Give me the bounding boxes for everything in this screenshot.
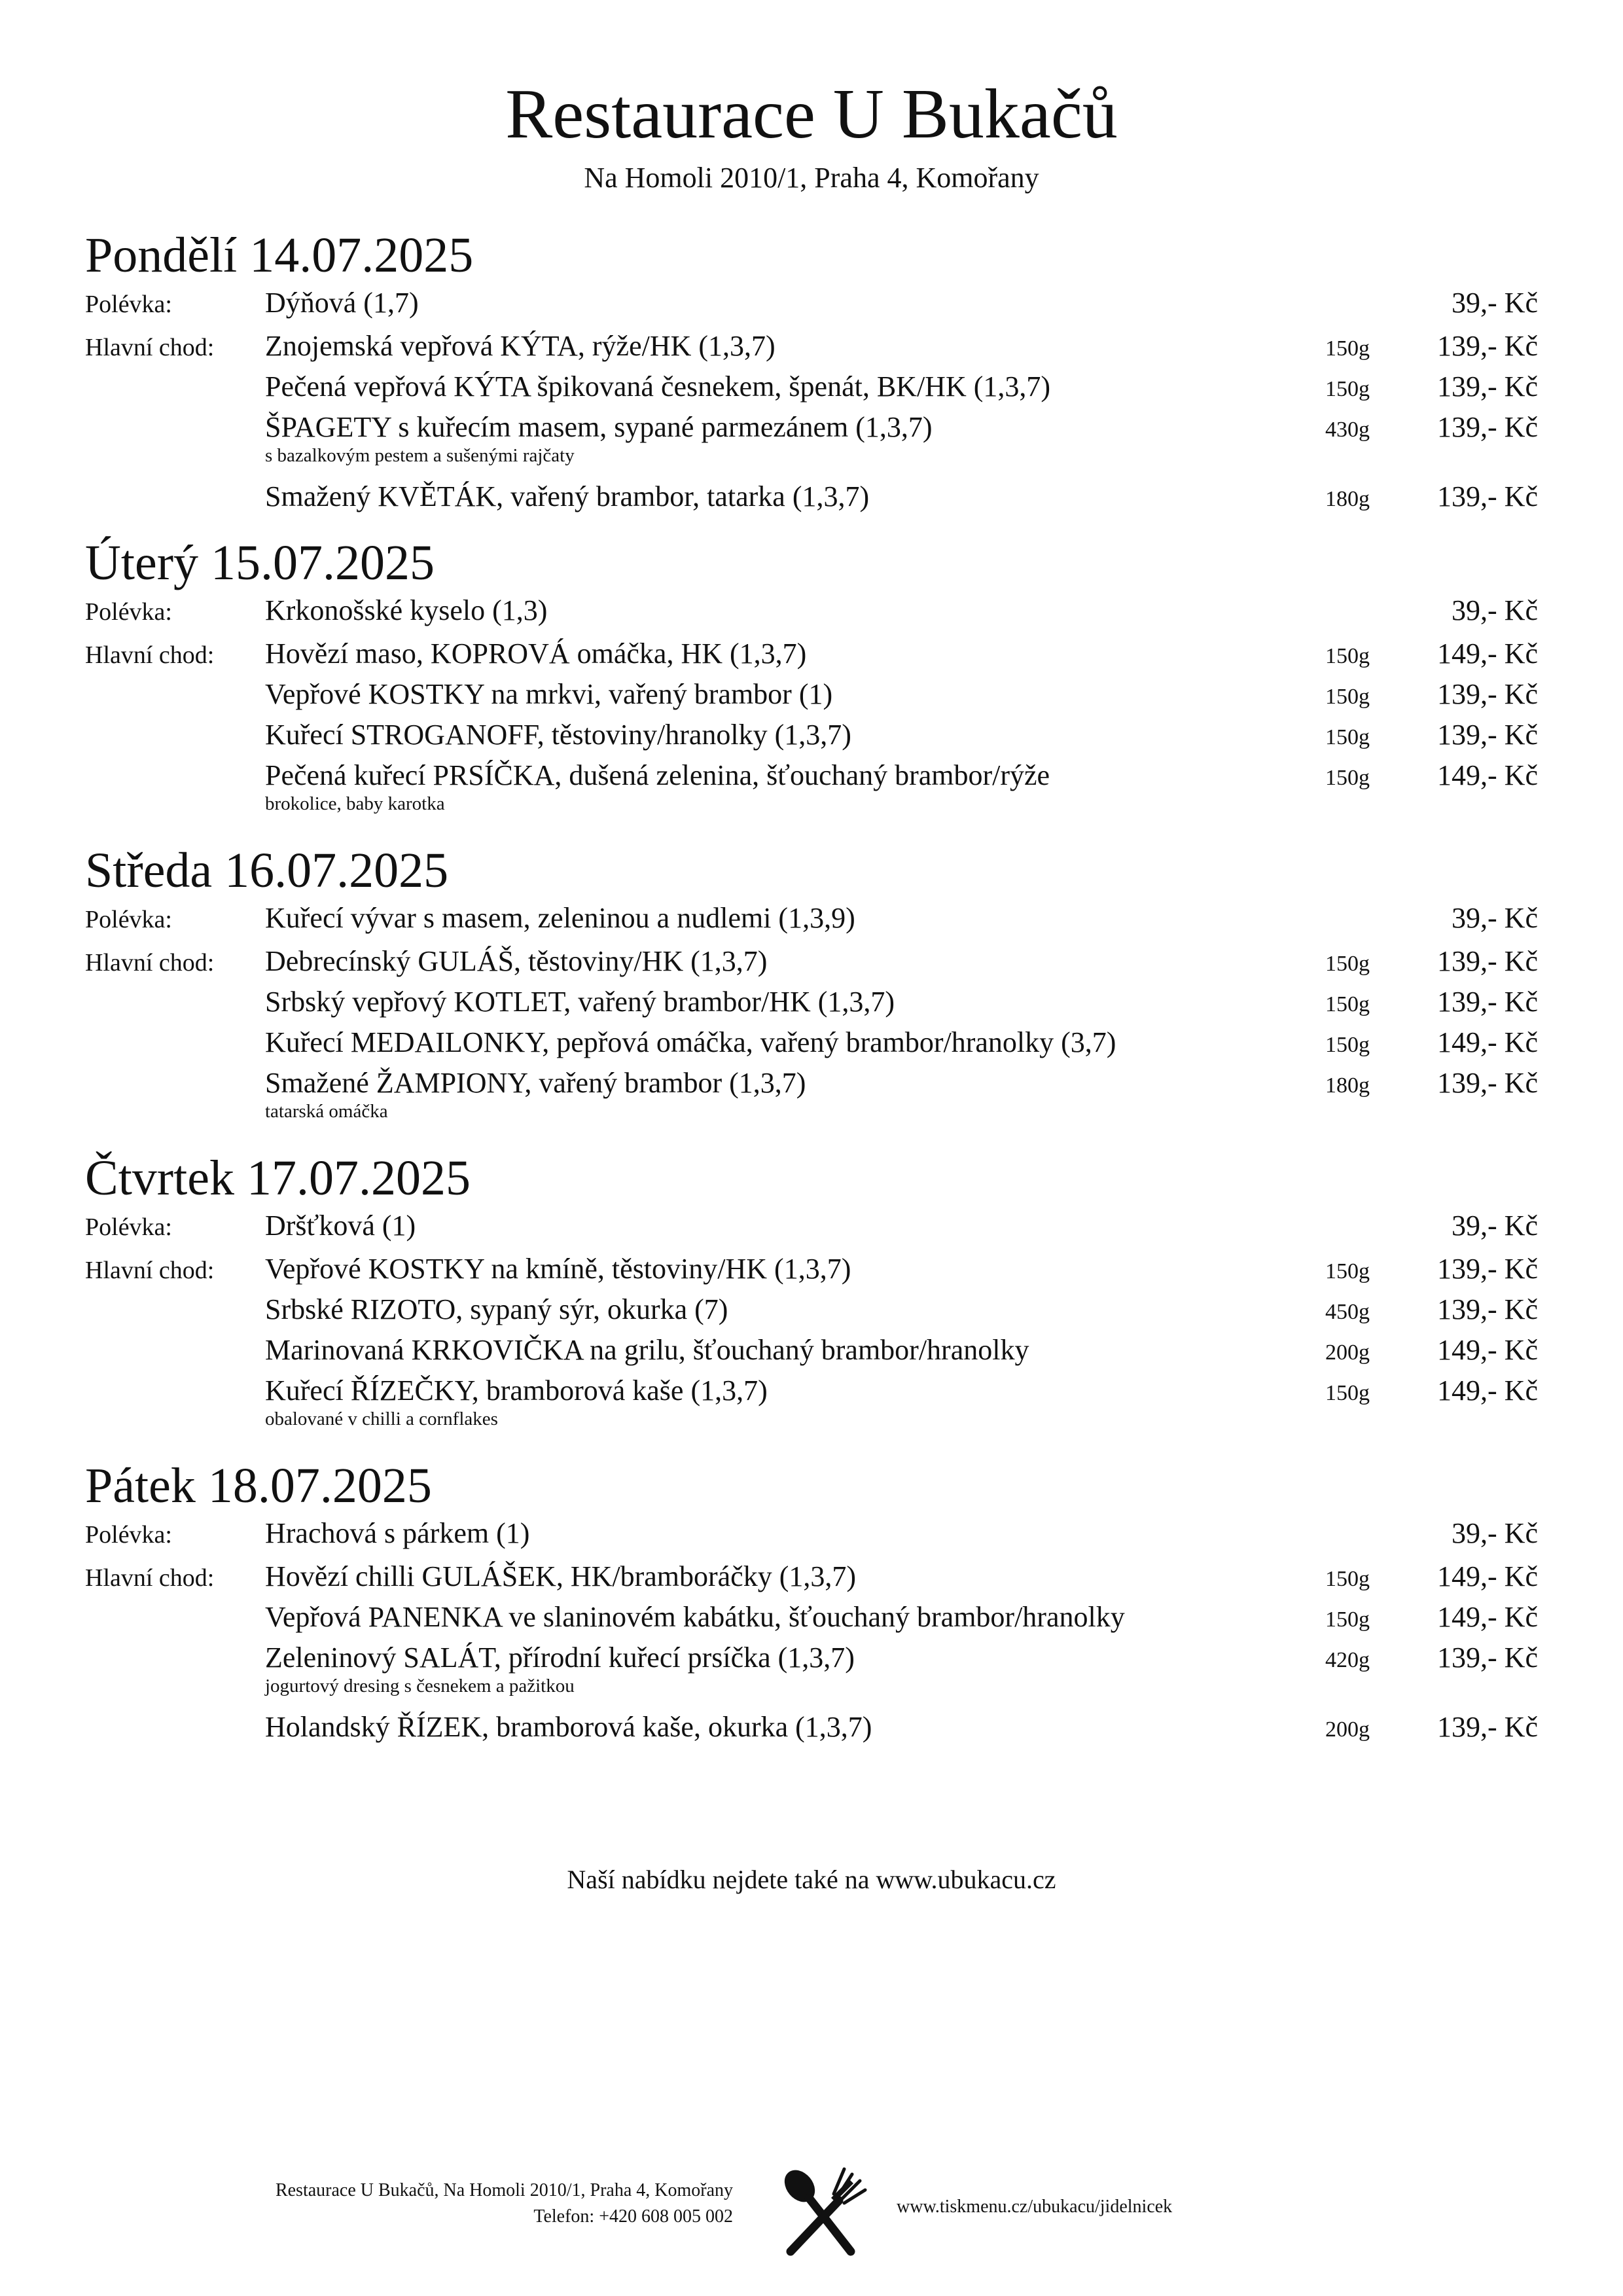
dish-weight: 150g <box>1325 685 1370 709</box>
footer-address: Restaurace U Bukačů, Na Homoli 2010/1, Praha 4, Komořany <box>275 2180 733 2200</box>
main-row <box>85 1293 1538 1333</box>
soup-row <box>85 286 1538 329</box>
main-row <box>85 1710 1538 1751</box>
dish-weight: 150g <box>1325 1607 1370 1632</box>
dish-weight: 420g <box>1325 1648 1370 1672</box>
dish-price: 139,- Kč <box>1437 480 1538 512</box>
dish-price: 139,- Kč <box>1437 986 1538 1018</box>
dish-name: Srbský vepřový KOTLET, vařený brambor/HK (1,3,7) <box>265 986 895 1018</box>
dish-weight: 150g <box>1325 1567 1370 1591</box>
day-section <box>85 533 1538 828</box>
day-heading: Pátek 18.07.2025 <box>85 1458 432 1513</box>
dish-price: 39,- Kč <box>1452 594 1538 626</box>
dish-weight: 150g <box>1325 952 1370 976</box>
soup-label: Polévka: <box>85 906 172 933</box>
dish-price: 139,- Kč <box>1437 1253 1538 1285</box>
dish-name: Znojemská vepřová KÝTA, rýže/HK (1,3,7) <box>265 330 776 362</box>
dish-name: Srbské RIZOTO, sypaný sýr, okurka (7) <box>265 1293 728 1325</box>
main-row <box>85 370 1538 410</box>
dish-price: 139,- Kč <box>1437 370 1538 403</box>
dish-weight: 150g <box>1325 725 1370 749</box>
main-label: Hlavní chod: <box>85 1564 215 1592</box>
dish-price: 39,- Kč <box>1452 1517 1538 1549</box>
main-row <box>85 985 1538 1026</box>
day-section <box>85 1149 1538 1443</box>
soup-label: Polévka: <box>85 598 172 626</box>
dish-price: 139,- Kč <box>1437 1293 1538 1325</box>
fork-spoon-icon <box>766 2160 870 2258</box>
dish-name: Holandský ŘÍZEK, bramborová kaše, okurka (1,3,7) <box>265 1711 872 1743</box>
dish-name: Kuřecí MEDAILONKY, pepřová omáčka, vařený brambor/hranolky (3,7) <box>265 1026 1116 1058</box>
dish-weight: 450g <box>1325 1300 1370 1324</box>
dish-weight: 150g <box>1325 377 1370 401</box>
dish-price: 149,- Kč <box>1437 1560 1538 1592</box>
restaurant-address: Na Homoli 2010/1, Praha 4, Komořany <box>584 162 1039 194</box>
dish-price: 149,- Kč <box>1437 1374 1538 1407</box>
day-heading: Středa 16.07.2025 <box>85 843 449 898</box>
dish-price: 39,- Kč <box>1452 1210 1538 1242</box>
soup-label: Polévka: <box>85 291 172 318</box>
dish-note: s bazalkovým pestem a sušenými rajčaty <box>265 445 575 466</box>
soup-name: Kuřecí vývar s masem, zeleninou a nudlemi (1,3,9) <box>265 902 855 934</box>
main-label: Hlavní chod: <box>85 641 215 669</box>
soup-row <box>85 901 1538 944</box>
dish-price: 139,- Kč <box>1437 1067 1538 1099</box>
dish-name: ŠPAGETY s kuřecím masem, sypané parmezánem (1,3,7) <box>265 411 933 443</box>
dish-name: Hovězí chilli GULÁŠEK, HK/bramboráčky (1,3,7) <box>265 1560 857 1592</box>
dish-weight: 430g <box>1325 418 1370 442</box>
dish-name: Vepřové KOSTKY na mrkvi, vařený brambor (1) <box>265 678 833 710</box>
dish-note: obalované v chilli a cornflakes <box>265 1408 498 1429</box>
dish-note: brokolice, baby karotka <box>265 793 445 814</box>
day-section <box>85 1456 1538 1751</box>
soup-row <box>85 1209 1538 1252</box>
soup-name: Dršťková (1) <box>265 1210 416 1242</box>
day-section <box>85 226 1538 520</box>
dish-name: Smažený KVĚTÁK, vařený brambor, tatarka (1,3,7) <box>265 480 870 512</box>
main-row <box>85 1252 1538 1293</box>
main-row <box>85 1560 1538 1600</box>
dish-price: 149,- Kč <box>1437 1026 1538 1058</box>
soup-name: Hrachová s párkem (1) <box>265 1517 530 1549</box>
soup-label: Polévka: <box>85 1521 172 1549</box>
main-row <box>85 944 1538 985</box>
dish-name: Pečená kuřecí PRSÍČKA, dušená zelenina, šťouchaný brambor/rýže <box>265 759 1050 791</box>
day-heading: Pondělí 14.07.2025 <box>85 228 474 283</box>
main-row <box>85 637 1538 677</box>
main-row <box>85 1026 1538 1066</box>
dish-weight: 150g <box>1325 1259 1370 1283</box>
dish-note: jogurtový dresing s česnekem a pažitkou <box>265 1676 575 1696</box>
main-row <box>85 718 1538 759</box>
dish-price: 149,- Kč <box>1437 759 1538 791</box>
dish-price: 39,- Kč <box>1452 902 1538 934</box>
footer-contact <box>131 2178 733 2230</box>
dish-price: 139,- Kč <box>1437 719 1538 751</box>
day-heading: Úterý 15.07.2025 <box>85 535 435 590</box>
soup-label: Polévka: <box>85 1213 172 1241</box>
dish-name: Hovězí maso, KOPROVÁ omáčka, HK (1,3,7) <box>265 637 807 670</box>
dish-price: 139,- Kč <box>1437 1641 1538 1674</box>
dish-name: Pečená vepřová KÝTA špikovaná česnekem, špenát, BK/HK (1,3,7) <box>265 370 1051 403</box>
dish-weight: 150g <box>1325 992 1370 1016</box>
dish-price: 139,- Kč <box>1437 1711 1538 1743</box>
dish-name: Vepřové KOSTKY na kmíně, těstoviny/HK (1,3,7) <box>265 1253 851 1285</box>
dish-price: 39,- Kč <box>1452 287 1538 319</box>
dish-weight: 200g <box>1325 1340 1370 1365</box>
dish-name: Marinovaná KRKOVIČKA na grilu, šťouchaný brambor/hranolky <box>265 1334 1029 1366</box>
main-row <box>85 329 1538 370</box>
main-label: Hlavní chod: <box>85 1257 215 1284</box>
dish-price: 149,- Kč <box>1437 1601 1538 1633</box>
dish-weight: 150g <box>1325 336 1370 361</box>
dish-weight: 180g <box>1325 1073 1370 1098</box>
dish-weight: 150g <box>1325 644 1370 668</box>
main-label: Hlavní chod: <box>85 334 215 361</box>
dish-price: 139,- Kč <box>1437 330 1538 362</box>
dish-price: 139,- Kč <box>1437 411 1538 443</box>
dish-name: Kuřecí ŘÍZEČKY, bramborová kaše (1,3,7) <box>265 1374 768 1407</box>
dish-name: Debrecínský GULÁŠ, těstoviny/HK (1,3,7) <box>265 945 768 977</box>
footer-url: www.tiskmenu.cz/ubukacu/jidelnicek <box>897 2197 1173 2217</box>
dish-name: Smažené ŽAMPIONY, vařený brambor (1,3,7) <box>265 1067 806 1099</box>
soup-name: Krkonošské kyselo (1,3) <box>265 594 548 626</box>
dish-weight: 180g <box>1325 487 1370 511</box>
day-heading: Čtvrtek 17.07.2025 <box>85 1151 471 1206</box>
dish-price: 149,- Kč <box>1437 1334 1538 1366</box>
dish-price: 139,- Kč <box>1437 678 1538 710</box>
dish-note: tatarská omáčka <box>265 1101 388 1122</box>
soup-name: Dýňová (1,7) <box>265 287 419 319</box>
main-row <box>85 480 1538 520</box>
main-label: Hlavní chod: <box>85 949 215 977</box>
dish-weight: 150g <box>1325 1033 1370 1057</box>
dish-weight: 150g <box>1325 766 1370 790</box>
footer-phone: Telefon: +420 608 005 002 <box>533 2206 733 2227</box>
soup-row <box>85 1516 1538 1560</box>
dish-name: Zeleninový SALÁT, přírodní kuřecí prsíčka (1,3,7) <box>265 1641 855 1674</box>
dish-name: Vepřová PANENKA ve slaninovém kabátku, šťouchaný brambor/hranolky <box>265 1601 1125 1633</box>
dish-weight: 150g <box>1325 1381 1370 1405</box>
main-row <box>85 1333 1538 1374</box>
website-note: Naší nabídku nejdete také na www.ubukacu.cz <box>567 1865 1056 1894</box>
restaurant-title: Restaurace U Bukačů <box>505 75 1118 153</box>
dish-price: 149,- Kč <box>1437 637 1538 670</box>
day-section <box>85 841 1538 1136</box>
soup-row <box>85 594 1538 637</box>
main-row <box>85 1600 1538 1641</box>
dish-weight: 200g <box>1325 1717 1370 1742</box>
dish-name: Kuřecí STROGANOFF, těstoviny/hranolky (1,3,7) <box>265 719 851 751</box>
main-row <box>85 677 1538 718</box>
dish-price: 139,- Kč <box>1437 945 1538 977</box>
